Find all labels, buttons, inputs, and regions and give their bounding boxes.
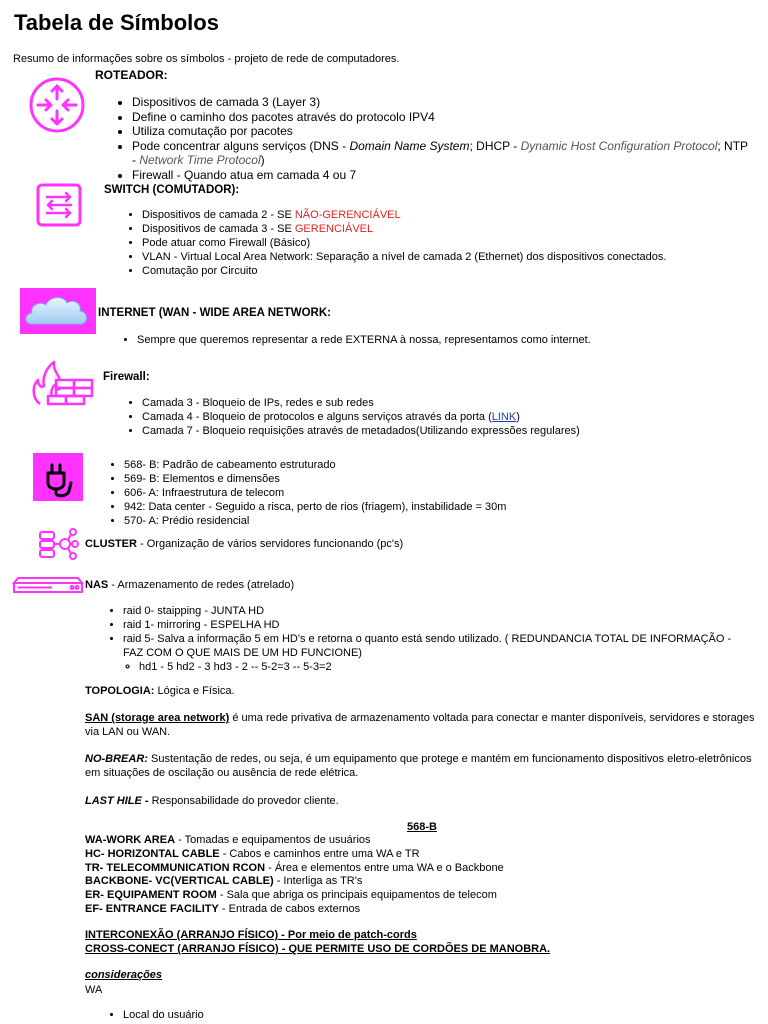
list-item: • Camada 7 - Bloqueio requisições através de metadados(Utilizando expressões regulares) — [142, 424, 762, 438]
consideracoes-wa: WA — [85, 984, 103, 996]
s568b-heading: 568-B — [407, 821, 437, 833]
nas-icon — [12, 576, 84, 594]
s568b-row: HC- HORIZONTAL CABLE - Cabos e caminhos entre uma WA e TR — [85, 847, 420, 860]
s568b-row: EF- ENTRANCE FACILITY - Entrada de cabos externos — [85, 902, 361, 915]
lasthile-line: LAST HILE - Responsabilidade do provedor cliente. — [85, 795, 339, 807]
list-item: • 942: Data center - Seguido a risca, perto de rios (friagem), instabilidade = 30m — [124, 500, 744, 514]
list-item: • raid 5- Salva a informação 5 em HD's e retorna o quanto está sendo utilizado. ( REDUNDANCIA TOTAL DE INFORMAÇÃO - FAZ COM O QUE MAIS DE UM HD FUNCIONE) ◦ hd1 - 5 hd2 - 3 hd3 - 2 -- 5-2=3 -- 5-3=2 — [123, 632, 743, 674]
firewall-icon — [30, 358, 96, 412]
list-item: • 569- B: Elementos e dimensões — [124, 472, 744, 486]
intro-text: Resumo de informações sobre os símbolos - projeto de rede de computadores. — [13, 53, 400, 65]
list-item: • 570- A: Prédio residencial — [124, 514, 744, 528]
internet-title: INTERNET (WAN - WIDE AREA NETWORK: — [98, 307, 331, 319]
router-icon — [28, 76, 86, 134]
switch-title: SWITCH (COMUTADOR): — [104, 184, 240, 196]
list-item: • 568- B: Padrão de cabeamento estruturado — [124, 458, 744, 472]
internet-list — [119, 333, 757, 347]
switch-list — [124, 208, 762, 278]
list-item: • Dispositivos de camada 2 - SE NÃO-GERENCIÁVEL — [142, 208, 762, 222]
switch-icon — [36, 183, 82, 227]
list-item: • VLAN - Virtual Local Area Network: Separação a nível de camada 2 (Ethernet) dos dispositivos conectados. — [142, 250, 762, 264]
cluster-icon — [37, 526, 79, 562]
list-item: • Camada 4 - Bloqueio de protocolos e alguns serviços através da porta (LINK) — [142, 410, 762, 424]
interconexao-line: INTERCONEXÃO (ARRANJO FÍSICO) - Por meio de patch-cords — [85, 929, 417, 941]
list-item: • Sempre que queremos representar a rede EXTERNA à nossa, representamos como internet. — [137, 333, 757, 347]
list-item: • Comutação por Circuito — [142, 264, 762, 278]
s568b-row: BACKBONE- VC(VERTICAL CABLE) - Interliga as TR's — [85, 875, 363, 888]
list-item: • Pode concentrar alguns serviços (DNS - Domain Name System; DHCP - Dynamic Host Configuration Protocol; NTP - Network Time Protocol) — [132, 139, 752, 168]
page-title: Tabela de Símbolos — [14, 10, 219, 35]
nobreak-paragraph: NO-BREAR: Sustentação de redes, ou seja, é um equipamento que protege e mantém em funcionamento dispositivos eletro-eletrônicos em situações de oscilação ou ausência de rede elétrica. — [85, 753, 752, 779]
cloud-icon — [20, 288, 96, 334]
firewall-title: Firewall: — [103, 371, 150, 383]
router-list — [114, 95, 752, 182]
plug-icon — [33, 453, 83, 501]
list-item: • 606- A: Infraestrutura de telecom — [124, 486, 744, 500]
list-item: • Dispositivos de camada 3 - SE GERENCIÁVEL — [142, 222, 762, 236]
list-item: • Local do usuário — [123, 1008, 743, 1022]
nas-list — [105, 604, 743, 674]
firewall-list — [124, 396, 762, 438]
list-item: • Define o caminho dos pacotes através do protocolo IPV4 — [132, 110, 752, 125]
s568b-row: WA-WORK AREA - Tomadas e equipamentos de usuários — [85, 834, 371, 846]
list-item: • Pode atuar como Firewall (Básico) — [142, 236, 762, 250]
standards-list — [106, 458, 744, 528]
list-item: • Dispositivos de camada 3 (Layer 3) — [132, 95, 752, 110]
list-item: • Firewall - Quando atua em camada 4 ou 7 — [132, 168, 752, 183]
list-item: ◦ hd1 - 5 hd2 - 3 hd3 - 2 -- 5-2=3 -- 5-3=2 — [139, 660, 743, 674]
consideracoes-heading: considerações — [85, 969, 163, 981]
list-item: • Utiliza comutação por pacotes — [132, 124, 752, 139]
san-paragraph: SAN (storage area network) é uma rede privativa de armazenamento voltada para conectar e manter disponíveis, servidores e storages via LAN ou WAN. — [85, 712, 755, 738]
s568b-list — [85, 834, 504, 917]
list-item: • raid 1- mirroring - ESPELHA HD — [123, 618, 743, 632]
firewall-port-link[interactable]: LINK — [491, 411, 517, 423]
cluster-line: CLUSTER - Organização de vários servidores funcionando (pc's) — [85, 538, 404, 550]
crossconect-line: CROSS-CONECT (ARRANJO FÍSICO) - QUE PERMITE USO DE CORDÕES DE MANOBRA. — [85, 943, 551, 955]
s568b-row: ER- EQUIPAMENT ROOM - Sala que abriga os principais equipamentos de telecom — [85, 889, 497, 902]
consideracoes-list — [105, 1008, 743, 1022]
router-title: ROTEADOR: — [95, 68, 168, 82]
nas-line: NAS - Armazenamento de redes (atrelado) — [85, 579, 295, 591]
s568b-row: TR- TELECOMMUNICATION RCON - Área e elementos entre uma WA e o Backbone — [85, 861, 504, 874]
list-item: • raid 0- staipping - JUNTA HD — [123, 604, 743, 618]
topologia-line: TOPOLOGIA: Lógica e Física. — [85, 685, 235, 697]
list-item: • Camada 3 - Bloqueio de IPs, redes e sub redes — [142, 396, 762, 410]
